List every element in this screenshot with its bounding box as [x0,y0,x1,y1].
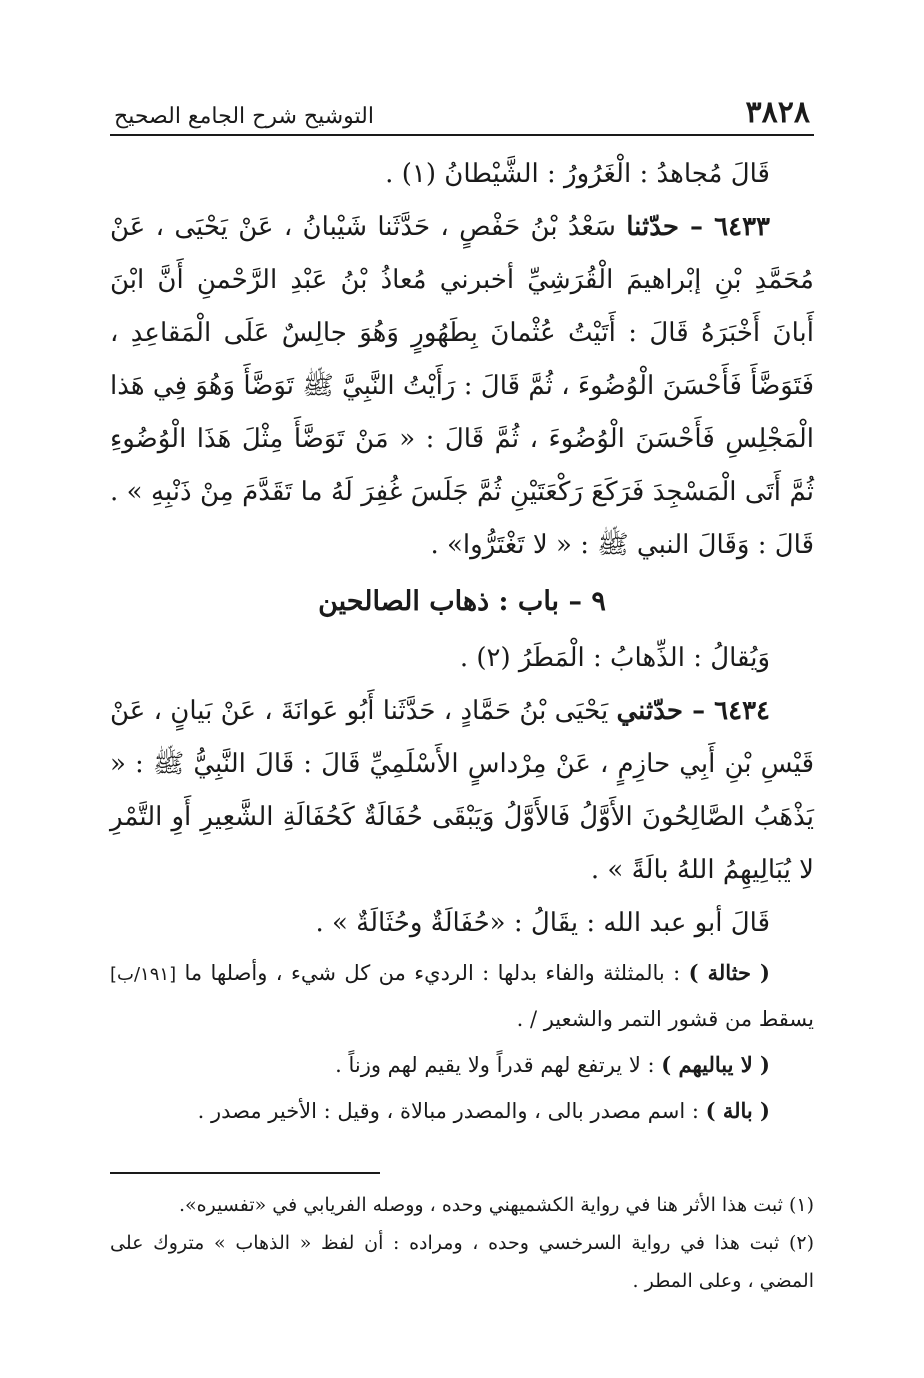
footnote-2: (٢) ثبت هذا في رواية السرخسي وحده ، ومراده : أن لفظ « الذهاب » متروك على المضي ، وعلى المطر . [110,1232,814,1292]
hadith-6434 [110,685,814,897]
gloss-term: ( بالة ) [705,1098,770,1123]
gloss-bala [110,1088,814,1134]
running-title: التوشيح شرح الجامع الصحيح [114,104,374,129]
footnotes [110,1186,814,1300]
footnote-1: (١) ثبت هذا الأثر هنا في رواية الكشميهني وحده ، ووصله الفريابي في «تفسيره». [178,1194,814,1216]
gloss-term: ( حثالة ) [688,960,770,985]
footnote-separator-wrap [110,1134,814,1186]
hadith-text: يَحْيَى بْنُ حَمَّادٍ ، حَدَّثَنا أَبُو عَوانَةَ ، عَنْ بَيانٍ ، عَنْ قَيْسِ بْنِ أَبِي حازِمٍ ، عَنْ مِرْداسٍ الأَسْلَمِيِّ قَالَ : قَالَ النَّبِيُّ ﷺ : « يَذْهَبُ الصَّالِحُونَ الأَوَّلُ فَالأَوَّلُ وَيَبْقَى حُفَالَةٌ كَحُفَالَةِ الشَّعِيرِ أَوِ التَّمْرِ لا يُبَالِيهِمُ اللهُ بالَةً » . [110,696,814,885]
hadith-text: سَعْدُ بْنُ حَفْصٍ ، حَدَّثَنا شَيْبانُ ، عَنْ يَحْيَى ، عَنْ مُحَمَّدِ بْنِ إبْراهيمَ الْقُرَشِيِّ أخبرني مُعاذُ بْنُ عَبْدِ الرَّحْمنِ أَنَّ ابْنَ أَبانَ أَخْبَرَهُ قَالَ : أَتَيْتُ عُثْمانَ بِطَهُورٍ وَهُوَ جالِسٌ عَلَى الْمَقاعِدِ ، فَتَوَضَّأَ فَأَحْسَنَ الْوُضُوءَ ، ثُمَّ قَالَ : رَأَيْتُ النَّبِيَّ ﷺ تَوَضَّأَ وَهُوَ فِي هَذا الْمَجْلِسِ فَأَحْسَنَ الْوُضُوءَ ، ثُمَّ قَالَ : « مَنْ تَوَضَّأَ مِثْلَ هَذَا الْوُضُوءِ ثُمَّ أَتَى الْمَسْجِدَ فَرَكَعَ رَكْعَتَيْنِ ثُمَّ جَلَسَ غُفِرَ لَهُ ما تَقَدَّمَ مِنْ ذَنْبِهِ » . قَالَ : وَقَالَ النبي ﷺ : « لا تَغْتَرُّوا» . [110,212,814,560]
gloss-text: : لا يرتفع لهم قدراً ولا يقيم لهم وزناً . [335,1053,655,1077]
page-number: ٣٨٢٨ [745,95,810,130]
hadith-number: ٦٤٣٤ – حدّثني [616,696,771,726]
chapter-heading: ٩ – باب : ذهاب الصالحين [318,586,606,617]
chapter-line: وَيُقالُ : الذِّهابُ : الْمَطَرُ (٢) . [459,643,770,673]
gloss-huthala [110,950,814,1042]
hadith-number: ٦٤٣٣ – حدّثنا [626,212,771,242]
hadith-6433 [110,201,814,572]
gloss-text: : بالمثلثة والفاء بدلها : الرديء من كل شيء ، وأصلها ما [184,961,681,985]
gloss-text-cont: يسقط من قشور التمر والشعير / . [516,1007,814,1031]
mujahid-line: قَالَ مُجاهدُ : الْغَرُورُ : الشَّيْطانُ (١) . [385,159,770,189]
gloss-la-yubalihim [110,1042,814,1088]
gloss-term: ( لا يباليهم ) [661,1052,770,1077]
page-header [110,78,814,136]
folio-marker: [١٩١/ب] [110,964,177,985]
footnote-separator [110,1172,380,1174]
abu-abdillah-line: قَالَ أبو عبد الله : يقَالُ : «حُفَالَةٌ وحُثَالَةٌ » . [315,908,770,938]
gloss-text: : اسم مصدر بالى ، والمصدر مبالاة ، وقيل : الأخير مصدر . [197,1099,699,1123]
main-text [110,148,814,1134]
